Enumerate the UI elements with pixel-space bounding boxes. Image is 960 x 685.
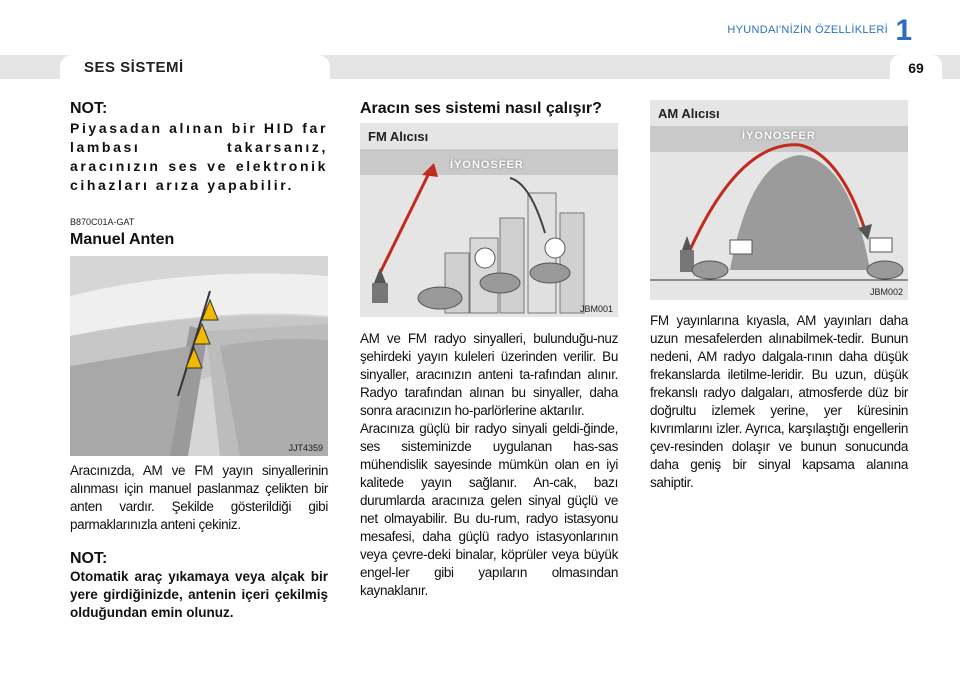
figure-code: JBM001 <box>579 304 613 314</box>
antenna-figure <box>70 256 328 456</box>
figure-label: AM Alıcısı <box>658 106 720 121</box>
subsection-title: Manuel Anten <box>70 231 175 248</box>
figure-code: JBM002 <box>869 287 903 297</box>
antenna-illustration <box>70 256 328 456</box>
paragraph: Aracınıza güçlü bir radyo sinyali geldi-ğinde, ses sisteminizde uygulanan has-sas mühendislik sayesinde mümkün olan en iyi kalitede yayın sağlanır. An-cak, bazı durumlarda aracınıza gelen sinyal güçlü ve net olmayabilir. Bu du-rum, radyo istasyonu mesafesi, daha güçlü radyo istasyonlarının veya çevre-deki binalar, köprüler veya büyük engel-ler gibi yapıların olmasından kaynaklanır. <box>360 421 618 598</box>
chapter-title: HYUNDAI'NİZİN ÖZELLİKLERİ <box>727 24 888 36</box>
note-text: Piyasadan alınan bir HID far lambası takarsanız, aracınızın ses ve elektronik cihazları arıza yapabilir. <box>70 120 328 193</box>
column-middle <box>360 100 618 600</box>
page-number: 69 <box>890 55 942 79</box>
note-title: NOT: <box>70 550 108 567</box>
am-receiver-figure <box>650 100 908 300</box>
ionosphere-label: İYONOSFER <box>742 130 816 142</box>
fm-receiver-figure <box>360 123 618 317</box>
section-title: SES SİSTEMİ <box>60 55 330 79</box>
section-code: B870C01A-GAT <box>70 217 135 227</box>
paragraph: FM yayınlarına kıyasla, AM yayınları daha uzun mesafelerden alınabilmek-tedir. Bunun nedeni, AM radyo dalgala-rının daha düşük frekanslarda iletilme-leridir. Bu uzun, düşük frekanslı radyo dalgaları, atmosferde düz bir doğrultu izlemek yerine, yer küresinin kıvrımlarını izler. Ayrıca, karşılaştığı engellerin çev-resinden dolaşır ve bunun sonucunda daha geniş bir sinyal kapsama alanına sahiptir. <box>650 313 908 490</box>
antenna-description: Aracınızda, AM ve FM yayın sinyallerinin alınması için manuel paslanmaz çelikten bir anten vardır. Şekilde gösterildiği gibi parmaklarınızla anteni çekiniz. <box>70 463 328 532</box>
note-title: NOT: <box>70 100 108 117</box>
ionosphere-label: İYONOSFER <box>450 159 524 171</box>
column-right <box>650 100 908 492</box>
figure-label: FM Alıcısı <box>368 129 429 144</box>
paragraph: AM ve FM radyo sinyalleri, bulunduğu-nuz şehirdeki yayın kuleleri üzerinden verilir. Bu sinyaller, aracınızın anteni ta-rafından alınır. Radyo tarafından alınan bu sinyaller, daha sonra aracınızın ho-parlörlerine aktarılır. <box>360 331 618 418</box>
figure-code: JJT4359 <box>288 443 323 453</box>
chapter-number: 1 <box>895 14 912 47</box>
section-heading: Aracın ses sistemi nasıl çalışır? <box>360 100 602 117</box>
fm-illustration <box>360 123 618 317</box>
note-text: Otomatik araç yıkamaya veya alçak bir yere girdiğinizde, antenin içeri çekilmiş olduğundan emin olunuz. <box>70 569 328 620</box>
column-left <box>70 100 328 622</box>
